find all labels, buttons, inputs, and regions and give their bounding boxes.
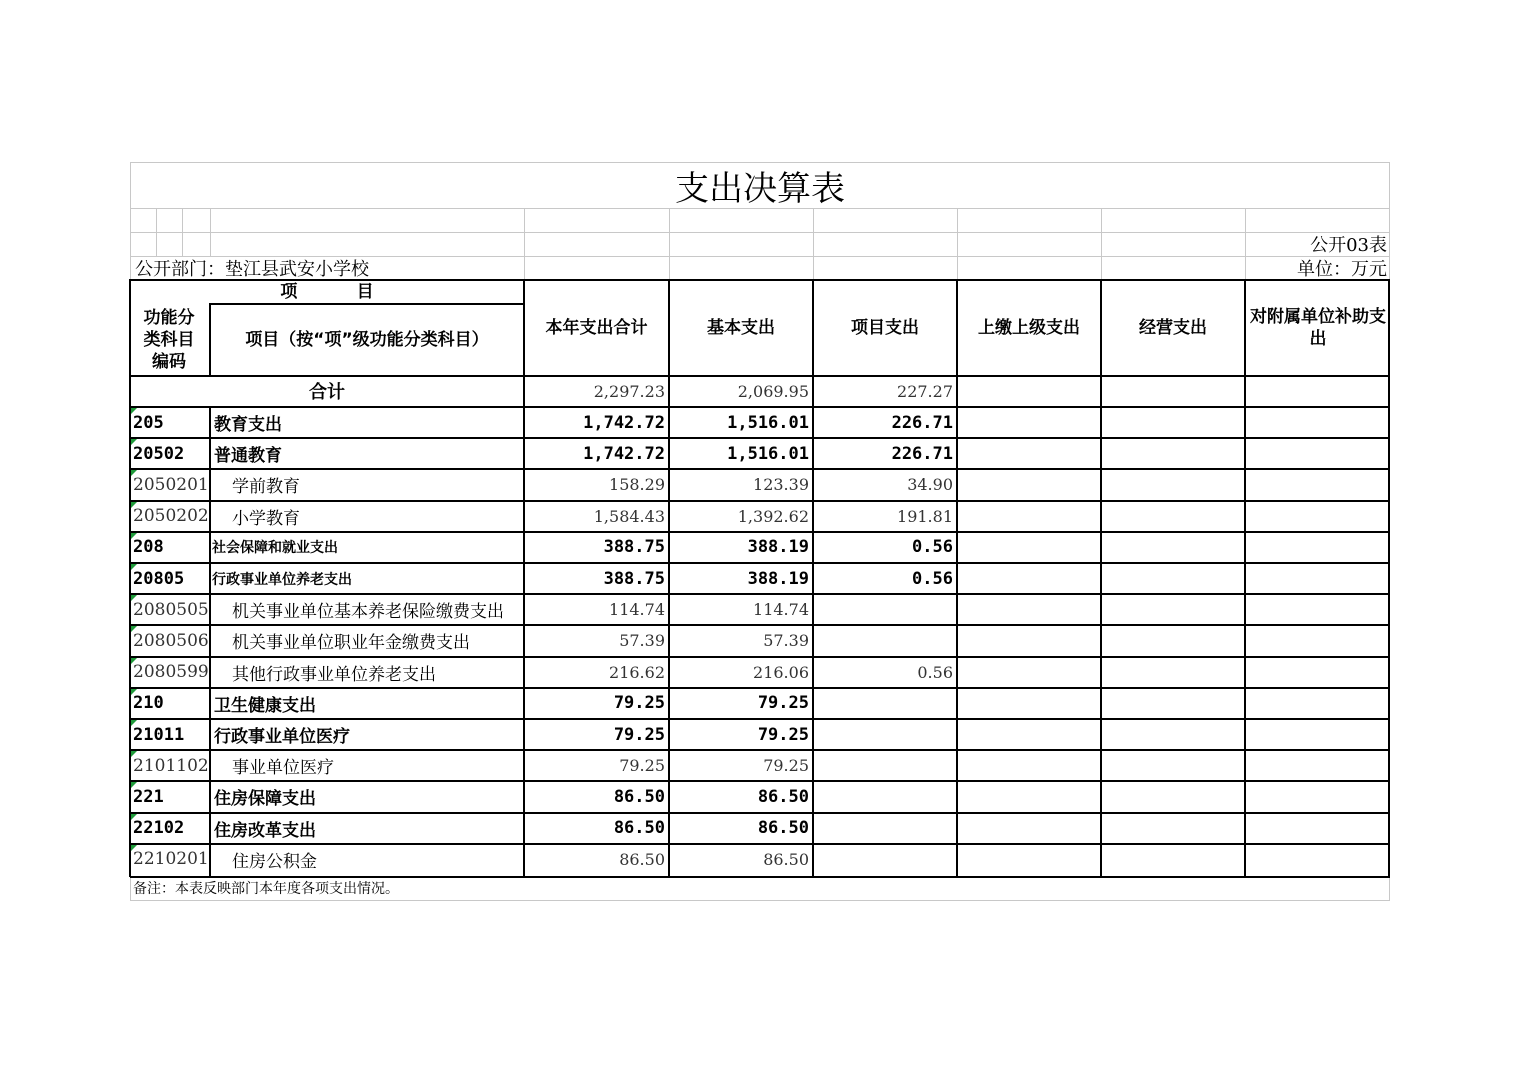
row-business xyxy=(1101,501,1245,532)
grid-line xyxy=(957,208,958,256)
row-code: 2080506 xyxy=(133,630,209,651)
header-item-name: 项目（按“项”级功能分类科目） xyxy=(245,330,489,350)
row-basic: 79.25 xyxy=(763,756,809,776)
row-basic: 1,516.01 xyxy=(727,412,809,433)
page-title: 支出决算表 xyxy=(675,168,845,208)
grid-line xyxy=(156,208,157,256)
row-code: 21011 xyxy=(133,724,185,745)
row-code: 2050201 xyxy=(133,474,209,495)
total-row-upper xyxy=(957,376,1101,406)
row-project xyxy=(813,594,957,625)
row-code: 2080505 xyxy=(133,599,209,620)
total-row-business xyxy=(1101,376,1245,406)
row-business xyxy=(1101,563,1245,594)
grid-line xyxy=(669,208,670,256)
row-basic: 388.19 xyxy=(747,537,809,558)
row-subsidy xyxy=(1245,469,1390,500)
row-subsidy xyxy=(1245,594,1390,625)
row-upper xyxy=(957,469,1101,500)
grid-line xyxy=(210,208,211,256)
cell-flag-icon xyxy=(131,845,137,851)
row-basic: 123.39 xyxy=(753,475,809,495)
row-upper xyxy=(957,532,1101,563)
row-project xyxy=(813,688,957,719)
row-basic: 388.19 xyxy=(747,568,809,589)
cell-flag-icon xyxy=(131,564,137,570)
row-subsidy xyxy=(1245,719,1390,750)
row-basic: 86.50 xyxy=(757,786,809,807)
cell-flag-icon xyxy=(131,533,137,539)
row-code: 22102 xyxy=(133,818,185,839)
row-project: 226.71 xyxy=(891,412,953,433)
row-total: 86.50 xyxy=(613,818,665,839)
row-name: 住房改革支出 xyxy=(214,820,316,841)
row-business xyxy=(1101,438,1245,469)
row-name: 机关事业单位职业年金缴费支出 xyxy=(232,633,470,654)
row-total: 114.74 xyxy=(609,600,665,620)
row-total: 79.25 xyxy=(619,756,665,776)
row-project xyxy=(813,719,957,750)
header-item-group: 项 目 xyxy=(280,282,374,302)
grid-line xyxy=(130,900,1390,901)
row-total: 1,742.72 xyxy=(583,412,665,433)
row-subsidy xyxy=(1245,407,1390,438)
header-function-code: 功能分类科目编码 xyxy=(143,308,195,372)
header-business: 经营支出 xyxy=(1139,318,1207,338)
row-code: 210 xyxy=(133,693,164,714)
row-upper xyxy=(957,813,1101,844)
grid-line xyxy=(182,208,183,256)
total-row-project: 227.27 xyxy=(897,381,953,401)
row-basic: 57.39 xyxy=(763,631,809,651)
row-code: 2050202 xyxy=(133,506,209,527)
grid-line xyxy=(130,232,1390,233)
row-business xyxy=(1101,813,1245,844)
total-row-label: 合计 xyxy=(309,382,345,403)
row-name: 行政事业单位养老支出 xyxy=(212,571,352,588)
row-business xyxy=(1101,532,1245,563)
row-project: 226.71 xyxy=(891,443,953,464)
row-upper xyxy=(957,501,1101,532)
row-total: 388.75 xyxy=(603,537,665,558)
row-project: 0.56 xyxy=(912,568,953,589)
cell-flag-icon xyxy=(131,782,137,788)
row-total: 79.25 xyxy=(613,724,665,745)
row-upper xyxy=(957,781,1101,812)
row-project xyxy=(813,813,957,844)
row-basic: 79.25 xyxy=(757,693,809,714)
row-total: 1,742.72 xyxy=(583,443,665,464)
table-number: 公开03表 xyxy=(1310,235,1387,256)
cell-flag-icon xyxy=(131,814,137,820)
row-total: 1,584.43 xyxy=(593,506,665,526)
row-business xyxy=(1101,719,1245,750)
row-business xyxy=(1101,594,1245,625)
row-business xyxy=(1101,844,1245,875)
row-total: 216.62 xyxy=(609,662,665,682)
row-code: 221 xyxy=(133,786,164,807)
cell-flag-icon xyxy=(131,689,137,695)
row-business xyxy=(1101,750,1245,781)
row-subsidy xyxy=(1245,532,1390,563)
row-name: 学前教育 xyxy=(232,477,300,498)
row-code: 2210201 xyxy=(133,849,209,870)
grid-line xyxy=(1101,256,1102,280)
total-row-total: 2,297.23 xyxy=(593,381,665,401)
row-total: 158.29 xyxy=(609,475,665,495)
row-project: 34.90 xyxy=(907,475,953,495)
row-upper xyxy=(957,750,1101,781)
row-name: 小学教育 xyxy=(232,508,300,529)
unit-label: 单位：万元 xyxy=(1297,259,1387,280)
row-business xyxy=(1101,469,1245,500)
row-basic: 86.50 xyxy=(763,849,809,869)
row-business xyxy=(1101,781,1245,812)
row-upper xyxy=(957,719,1101,750)
cell-flag-icon xyxy=(131,751,137,757)
row-name: 行政事业单位医疗 xyxy=(214,727,350,748)
total-row-subsidy xyxy=(1245,376,1390,406)
row-upper xyxy=(957,657,1101,688)
row-code: 20502 xyxy=(133,443,185,464)
row-project: 0.56 xyxy=(917,662,953,682)
row-code: 208 xyxy=(133,537,164,558)
row-total: 388.75 xyxy=(603,568,665,589)
row-subsidy xyxy=(1245,750,1390,781)
row-upper xyxy=(957,594,1101,625)
grid-line xyxy=(813,208,814,256)
row-subsidy xyxy=(1245,844,1390,875)
row-upper xyxy=(957,438,1101,469)
row-upper xyxy=(957,844,1101,875)
row-upper xyxy=(957,407,1101,438)
row-code: 20805 xyxy=(133,568,185,589)
row-name: 其他行政事业单位养老支出 xyxy=(232,664,436,685)
row-name: 机关事业单位基本养老保险缴费支出 xyxy=(232,602,504,623)
header-total: 本年支出合计 xyxy=(545,318,648,338)
cell-flag-icon xyxy=(131,439,137,445)
row-basic: 216.06 xyxy=(753,662,809,682)
row-basic: 1,392.62 xyxy=(737,506,809,526)
row-project xyxy=(813,781,957,812)
header-basic: 基本支出 xyxy=(707,318,775,338)
grid-line xyxy=(669,256,670,280)
row-subsidy xyxy=(1245,781,1390,812)
row-project xyxy=(813,844,957,875)
row-subsidy xyxy=(1245,625,1390,656)
row-business xyxy=(1101,657,1245,688)
row-business xyxy=(1101,407,1245,438)
row-project: 0.56 xyxy=(912,537,953,558)
row-total: 79.25 xyxy=(613,693,665,714)
row-total: 86.50 xyxy=(619,849,665,869)
header-project: 项目支出 xyxy=(851,318,919,338)
cell-flag-icon xyxy=(131,595,137,601)
row-code: 2080599 xyxy=(133,662,209,683)
grid-line xyxy=(1101,208,1102,256)
footnote: 备注：本表反映部门本年度各项支出情况。 xyxy=(133,881,399,897)
row-name: 卫生健康支出 xyxy=(214,695,316,716)
cell-flag-icon xyxy=(131,626,137,632)
row-upper xyxy=(957,563,1101,594)
row-subsidy xyxy=(1245,657,1390,688)
row-name: 住房保障支出 xyxy=(214,789,316,810)
row-name: 教育支出 xyxy=(214,415,282,436)
row-business xyxy=(1101,625,1245,656)
row-total: 57.39 xyxy=(619,631,665,651)
header-subsidy: 对附属单位补助支出 xyxy=(1250,307,1386,349)
row-project xyxy=(813,750,957,781)
row-subsidy xyxy=(1245,813,1390,844)
row-upper xyxy=(957,688,1101,719)
row-project: 191.81 xyxy=(897,506,953,526)
cell-flag-icon xyxy=(131,470,137,476)
grid-line xyxy=(957,256,958,280)
grid-line xyxy=(813,256,814,280)
row-total: 86.50 xyxy=(613,786,665,807)
row-name: 事业单位医疗 xyxy=(232,758,334,779)
row-upper xyxy=(957,625,1101,656)
row-subsidy xyxy=(1245,688,1390,719)
row-name: 住房公积金 xyxy=(232,851,317,872)
grid-line xyxy=(130,208,1390,209)
row-name: 社会保障和就业支出 xyxy=(212,540,338,557)
row-code: 205 xyxy=(133,412,164,433)
row-basic: 86.50 xyxy=(757,818,809,839)
header-upper: 上缴上级支出 xyxy=(978,318,1080,338)
expenditure-sheet xyxy=(130,162,1390,900)
row-subsidy xyxy=(1245,438,1390,469)
cell-flag-icon xyxy=(131,658,137,664)
cell-flag-icon xyxy=(131,720,137,726)
row-project xyxy=(813,625,957,656)
row-subsidy xyxy=(1245,501,1390,532)
row-code: 2101102 xyxy=(133,755,209,776)
cell-flag-icon xyxy=(131,408,137,414)
row-basic: 79.25 xyxy=(757,724,809,745)
row-name: 普通教育 xyxy=(214,446,282,467)
grid-line xyxy=(524,208,525,256)
row-business xyxy=(1101,688,1245,719)
row-subsidy xyxy=(1245,563,1390,594)
row-basic: 114.74 xyxy=(753,600,809,620)
row-basic: 1,516.01 xyxy=(727,443,809,464)
department-label: 公开部门：垫江县武安小学校 xyxy=(135,259,369,280)
total-row-basic: 2,069.95 xyxy=(737,381,809,401)
cell-flag-icon xyxy=(131,502,137,508)
